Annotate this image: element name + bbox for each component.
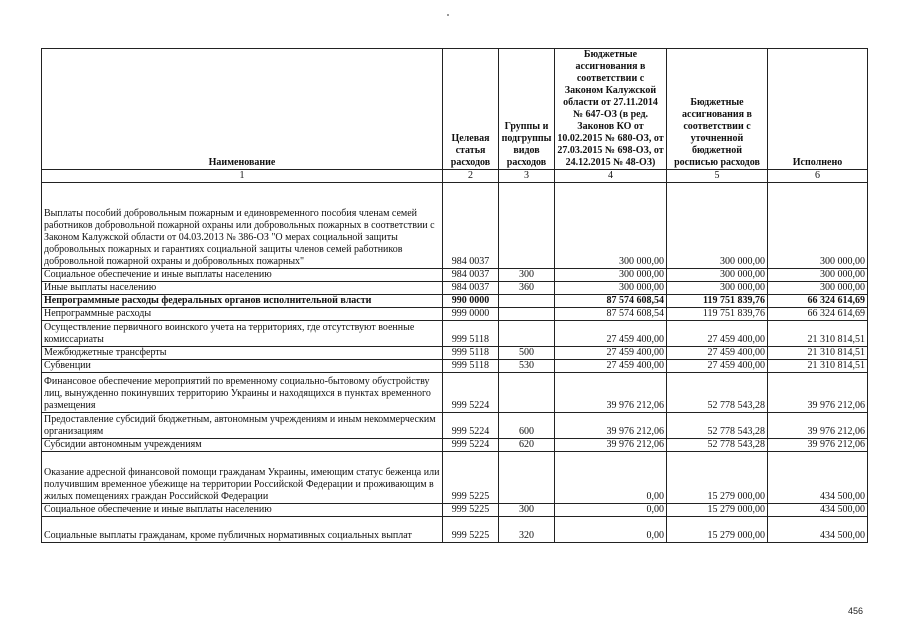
- row-group-code: 500: [499, 347, 555, 360]
- row-assign-refined: 119 751 839,76: [667, 308, 768, 321]
- row-group-code: [499, 295, 555, 308]
- row-group-code: 320: [499, 517, 555, 543]
- row-group-code: [499, 321, 555, 347]
- table-row: [42, 308, 868, 321]
- row-assign-refined: 27 459 400,00: [667, 360, 768, 373]
- table-row: [42, 321, 868, 347]
- row-target-code: 984 0037: [443, 269, 499, 282]
- row-name: Субвенции: [42, 360, 443, 373]
- row-assign-law: 0,00: [555, 452, 667, 504]
- row-group-code: [499, 308, 555, 321]
- header-assign-law: Бюджетные ассигнования в соответствии с Законом Калужской области от 27.11.2014 № 647-ОЗ (в ред. Законов КО от 10.02.2015 № 680-ОЗ, от 27.03.2015 № 698-ОЗ, от 24.12.2015 № 48-ОЗ): [555, 49, 667, 170]
- row-target-code: 999 5225: [443, 452, 499, 504]
- row-executed: 66 324 614,69: [768, 295, 868, 308]
- row-executed: 39 976 212,06: [768, 439, 868, 452]
- row-assign-refined: 15 279 000,00: [667, 517, 768, 543]
- row-group-code: 530: [499, 360, 555, 373]
- row-name: Социальное обеспечение и иные выплаты населению: [42, 504, 443, 517]
- row-name: Межбюджетные трансферты: [42, 347, 443, 360]
- row-assign-law: 300 000,00: [555, 183, 667, 269]
- table-row: [42, 282, 868, 295]
- table-row: [42, 439, 868, 452]
- row-name: Социальное обеспечение и иные выплаты населению: [42, 269, 443, 282]
- row-executed: 300 000,00: [768, 269, 868, 282]
- row-group-code: 300: [499, 269, 555, 282]
- row-name: Субсидии автономным учреждениям: [42, 439, 443, 452]
- row-executed: 300 000,00: [768, 183, 868, 269]
- row-executed: 300 000,00: [768, 282, 868, 295]
- page-number: 456: [848, 606, 864, 616]
- row-group-code: 360: [499, 282, 555, 295]
- table-row: [42, 295, 868, 308]
- row-executed: 66 324 614,69: [768, 308, 868, 321]
- header-assign-refined: Бюджетные ассигнования в соответствии с уточненной бюджетной росписью расходов: [667, 49, 768, 170]
- row-group-code: [499, 183, 555, 269]
- row-assign-law: 300 000,00: [555, 269, 667, 282]
- table-row: [42, 452, 868, 504]
- row-assign-law: 39 976 212,06: [555, 373, 667, 413]
- column-number: 6: [768, 170, 868, 183]
- row-assign-refined: 300 000,00: [667, 282, 768, 295]
- row-name: Непрограммные расходы федеральных органов исполнительной власти: [42, 295, 443, 308]
- row-target-code: 999 5224: [443, 439, 499, 452]
- row-name: Финансовое обеспечение мероприятий по временному социально-бытовому обустройству лиц, вынужденно покинувших территорию Украины и находящихся в пунктах временного размещения: [42, 373, 443, 413]
- column-number-row: [42, 170, 868, 183]
- row-assign-refined: 15 279 000,00: [667, 452, 768, 504]
- row-executed: 39 976 212,06: [768, 373, 868, 413]
- column-number: 4: [555, 170, 667, 183]
- row-assign-refined: 52 778 543,28: [667, 373, 768, 413]
- row-assign-refined: 15 279 000,00: [667, 504, 768, 517]
- budget-table: [41, 48, 868, 543]
- row-target-code: 984 0037: [443, 183, 499, 269]
- row-assign-refined: 27 459 400,00: [667, 321, 768, 347]
- row-target-code: 984 0037: [443, 282, 499, 295]
- row-group-code: 620: [499, 439, 555, 452]
- column-number: 2: [443, 170, 499, 183]
- column-number: 1: [42, 170, 443, 183]
- table-row: [42, 269, 868, 282]
- row-group-code: [499, 373, 555, 413]
- row-assign-refined: 52 778 543,28: [667, 439, 768, 452]
- row-group-code: [499, 452, 555, 504]
- table-row: [42, 373, 868, 413]
- row-name: Иные выплаты населению: [42, 282, 443, 295]
- row-target-code: 999 5225: [443, 504, 499, 517]
- row-group-code: 600: [499, 413, 555, 439]
- header-target: Целевая статья расходов: [443, 49, 499, 170]
- scan-speck: [447, 14, 449, 16]
- row-executed: 434 500,00: [768, 452, 868, 504]
- row-assign-law: 300 000,00: [555, 282, 667, 295]
- row-assign-law: 39 976 212,06: [555, 439, 667, 452]
- row-target-code: 999 5118: [443, 347, 499, 360]
- row-target-code: 990 0000: [443, 295, 499, 308]
- row-assign-law: 0,00: [555, 517, 667, 543]
- table-row: [42, 504, 868, 517]
- table-row: [42, 183, 868, 269]
- header-groups: Группы и подгруппы видов расходов: [499, 49, 555, 170]
- row-name: Выплаты пособий добровольным пожарным и единовременного пособия членам семей работников добровольной пожарной охраны или добровольных пожарных в соответствии с Законом Калужской области от 04.03.2013 № 386-ОЗ "О мерах социальной защиты добровольных пожарных и гарантиях социальной защиты членов семей работников добровольной пожарной охраны и добровольных пожарных": [42, 183, 443, 269]
- table-row: [42, 360, 868, 373]
- row-target-code: 999 5224: [443, 373, 499, 413]
- row-name: Социальные выплаты гражданам, кроме публичных нормативных социальных выплат: [42, 517, 443, 543]
- row-target-code: 999 5224: [443, 413, 499, 439]
- row-assign-law: 27 459 400,00: [555, 347, 667, 360]
- row-assign-refined: 300 000,00: [667, 183, 768, 269]
- table-header-row: [42, 49, 868, 170]
- row-name: Непрограммные расходы: [42, 308, 443, 321]
- row-executed: 21 310 814,51: [768, 360, 868, 373]
- row-assign-law: 0,00: [555, 504, 667, 517]
- row-target-code: 999 5225: [443, 517, 499, 543]
- row-assign-law: 87 574 608,54: [555, 308, 667, 321]
- column-number: 5: [667, 170, 768, 183]
- row-target-code: 999 5118: [443, 321, 499, 347]
- table-row: [42, 413, 868, 439]
- column-number: 3: [499, 170, 555, 183]
- header-executed: Исполнено: [768, 49, 868, 170]
- table-row: [42, 347, 868, 360]
- row-executed: 434 500,00: [768, 504, 868, 517]
- row-assign-law: 87 574 608,54: [555, 295, 667, 308]
- row-target-code: 999 5118: [443, 360, 499, 373]
- row-name: Оказание адресной финансовой помощи гражданам Украины, имеющим статус беженца или получившим временное убежище на территории Российской Федерации и проживающим в жилых помещениях граждан Российской Федерации: [42, 452, 443, 504]
- row-executed: 434 500,00: [768, 517, 868, 543]
- header-name: Наименование: [42, 49, 443, 170]
- row-executed: 39 976 212,06: [768, 413, 868, 439]
- row-assign-law: 27 459 400,00: [555, 360, 667, 373]
- table-row: [42, 517, 868, 543]
- row-assign-refined: 119 751 839,76: [667, 295, 768, 308]
- row-assign-refined: 300 000,00: [667, 269, 768, 282]
- row-executed: 21 310 814,51: [768, 321, 868, 347]
- row-target-code: 999 0000: [443, 308, 499, 321]
- row-assign-refined: 27 459 400,00: [667, 347, 768, 360]
- row-executed: 21 310 814,51: [768, 347, 868, 360]
- row-group-code: 300: [499, 504, 555, 517]
- row-name: Осуществление первичного воинского учета на территориях, где отсутствуют военные комиссариаты: [42, 321, 443, 347]
- row-assign-law: 39 976 212,06: [555, 413, 667, 439]
- row-name: Предоставление субсидий бюджетным, автономным учреждениям и иным некоммерческим организациям: [42, 413, 443, 439]
- row-assign-law: 27 459 400,00: [555, 321, 667, 347]
- table-body: [42, 183, 868, 543]
- row-assign-refined: 52 778 543,28: [667, 413, 768, 439]
